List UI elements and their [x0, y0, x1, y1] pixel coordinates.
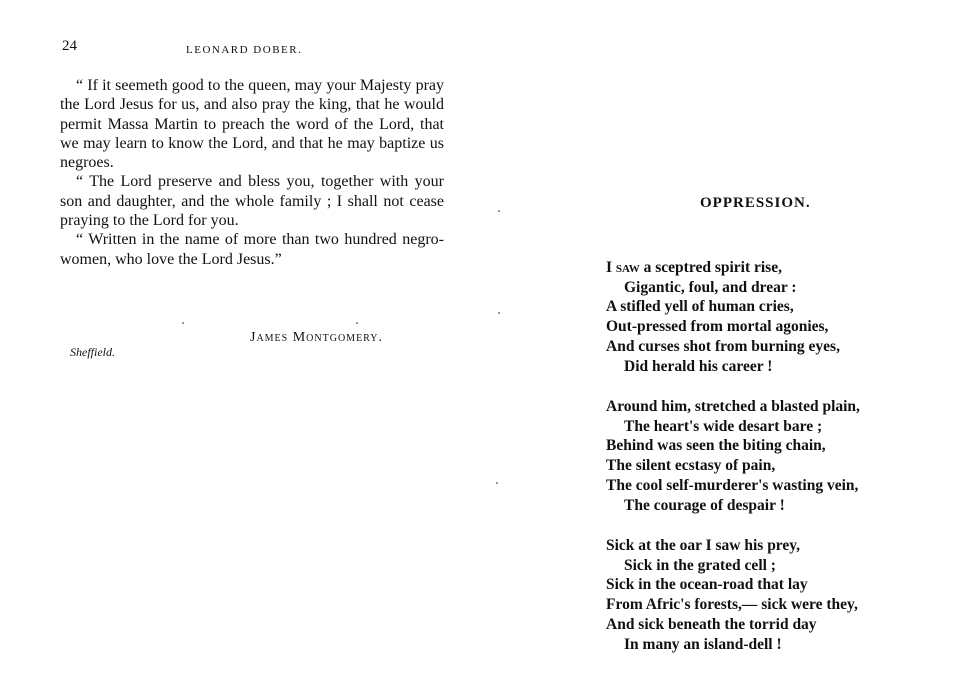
- stanza-3: [606, 536, 858, 654]
- print-speck: [356, 322, 358, 324]
- print-speck: [498, 312, 500, 314]
- stanza-2: [606, 397, 860, 515]
- print-speck: [182, 322, 184, 324]
- right-page: [490, 0, 980, 684]
- poem-title: OPPRESSION.: [700, 195, 811, 211]
- poem-line: The courage of despair !: [624, 496, 785, 514]
- poem-line: Gigantic, foul, and drear :: [624, 278, 797, 296]
- poem-line: A stifled yell of human cries,: [606, 298, 794, 316]
- signature: James Montgomery.: [250, 330, 384, 345]
- print-speck: [498, 210, 500, 212]
- letter-paragraph: “ The Lord preserve and bless you, together with your son and daughter, and the whole family ; I shall not cease praying to the Lord for you.: [60, 173, 444, 230]
- poem-line: Did herald his career !: [624, 357, 773, 375]
- poem-line: Behind was seen the biting chain,: [606, 437, 826, 455]
- print-speck: [496, 482, 498, 484]
- letter-text: [60, 76, 444, 269]
- place-name: Sheffield.: [70, 345, 115, 359]
- running-head: LEONARD DOBER.: [186, 44, 303, 56]
- poem-line: From Afric's forests,— sick were they,: [606, 596, 858, 614]
- poem-line: Sick at the oar I saw his prey,: [606, 537, 801, 554]
- poem-line: The silent ecstasy of pain,: [606, 457, 776, 475]
- poem-line: [606, 258, 840, 278]
- poem-line: The heart's wide desart bare ;: [624, 417, 823, 435]
- stanza-1: [606, 258, 840, 376]
- first-word-lead: I: [606, 259, 616, 276]
- poem-line: Sick in the ocean-road that lay: [606, 576, 808, 594]
- page-number: 24: [62, 38, 77, 54]
- poem-line: And sick beneath the torrid day: [606, 615, 817, 633]
- poem-line: In many an island-dell !: [624, 635, 782, 653]
- letter-paragraph: “ If it seemeth good to the queen, may your Majesty pray the Lord Jesus for us, and also pray the king, that he would permit Massa Martin to preach the word of the Lord, that we may learn to know the Lord, and that he may baptize us negroes.: [60, 77, 444, 172]
- poem-line: And curses shot from burning eyes,: [606, 337, 840, 355]
- letter-paragraph: “ Written in the name of more than two hundred negro-women, who love the Lord Jesus.”: [60, 231, 444, 268]
- poem-line: The cool self-murderer's wasting vein,: [606, 476, 859, 494]
- poem-line: Around him, stretched a blasted plain,: [606, 398, 860, 415]
- poem-line: Out-pressed from mortal agonies,: [606, 318, 829, 336]
- first-word-smallcaps: saw: [615, 259, 640, 276]
- line-rest: a sceptred spirit rise,: [639, 259, 782, 276]
- poem-line: Sick in the grated cell ;: [624, 556, 776, 574]
